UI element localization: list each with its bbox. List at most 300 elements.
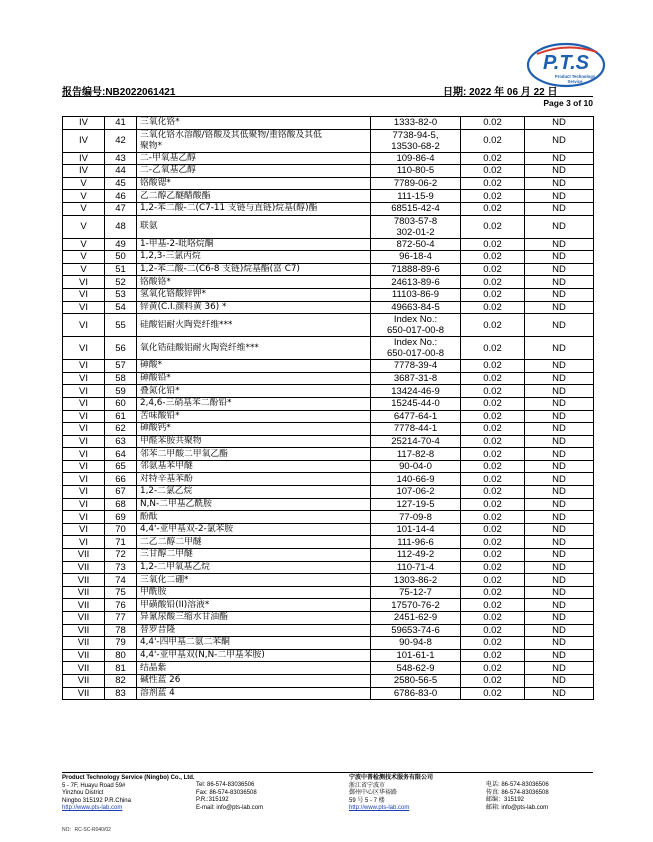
substance-name-cell: 1,2-二甲氧基乙烷 (137, 561, 371, 574)
category-cell: V (63, 251, 105, 264)
substance-name-cell: 三氧化二硼* (137, 574, 371, 587)
item-number-cell: 76 (105, 599, 137, 612)
footer-cn-postcode: 邮编：315192 (486, 797, 525, 804)
item-number-cell: 70 (105, 523, 137, 536)
cas-number-cell: 1333-82-0 (371, 117, 461, 130)
result-cell: ND (525, 586, 594, 599)
result-cell: ND (525, 662, 594, 675)
result-cell: ND (525, 263, 594, 276)
cas-number-cell: 117-82-8 (371, 448, 461, 461)
item-number-cell: 77 (105, 612, 137, 625)
result-cell: ND (525, 523, 594, 536)
limit-cell: 0.02 (461, 152, 525, 165)
cas-number-cell: 15245-44-0 (371, 397, 461, 410)
substance-name-cell: 4,4'-亚甲基双-2-氯苯胺 (137, 523, 371, 536)
cas-number-cell: 24613-89-6 (371, 276, 461, 289)
limit-cell: 0.02 (461, 360, 525, 373)
substance-name-cell: 氧化锆硅酸铝耐火陶瓷纤维*** (137, 337, 371, 360)
footer-cn-fax: 传真: 86-574-83036508 (486, 789, 549, 796)
table-row (63, 561, 594, 574)
table-row (63, 152, 594, 165)
footer-website-link[interactable]: http://www.pts-lab.com (62, 805, 123, 812)
item-number-cell: 78 (105, 624, 137, 637)
limit-cell: 0.02 (461, 301, 525, 314)
substance-name-cell: 联氨 (137, 215, 371, 238)
report-date: 日期: 2022 年 06 月 22 日 (443, 87, 558, 98)
substance-name-cell: 4,4'-四甲基二氨二苯酮 (137, 637, 371, 650)
limit-cell: 0.02 (461, 263, 525, 276)
result-cell: ND (525, 637, 594, 650)
limit-cell: 0.02 (461, 251, 525, 264)
item-number-cell: 81 (105, 662, 137, 675)
substance-name-cell: 砷酸* (137, 360, 371, 373)
footer-divider (62, 772, 593, 773)
footer-cn-tel: 电话: 86-574-83036506 (486, 782, 549, 788)
limit-cell: 0.02 (461, 599, 525, 612)
limit-cell: 0.02 (461, 276, 525, 289)
cas-number-cell: 11103-86-9 (371, 288, 461, 301)
cas-number-cell: 49663-84-5 (371, 301, 461, 314)
category-cell: VII (63, 574, 105, 587)
category-cell: V (63, 177, 105, 190)
category-cell: VI (63, 473, 105, 486)
cas-number-cell: Index No.: 650-017-00-8 (371, 314, 461, 337)
result-cell: ND (525, 276, 594, 289)
cas-number-cell: 96-18-4 (371, 251, 461, 264)
item-number-cell: 56 (105, 337, 137, 360)
result-cell: ND (525, 448, 594, 461)
category-cell: VII (63, 624, 105, 637)
table-row (63, 238, 594, 251)
result-cell: ND (525, 674, 594, 687)
result-cell: ND (525, 397, 594, 410)
result-cell: ND (525, 498, 594, 511)
item-number-cell: 52 (105, 276, 137, 289)
cas-number-cell: 110-71-4 (371, 561, 461, 574)
cas-number-cell: 872-50-4 (371, 238, 461, 251)
limit-cell: 0.02 (461, 549, 525, 562)
table-row (63, 288, 594, 301)
result-cell: ND (525, 301, 594, 314)
table-row (63, 385, 594, 398)
result-cell: ND (525, 561, 594, 574)
result-cell: ND (525, 486, 594, 499)
table-row (63, 536, 594, 549)
result-cell: ND (525, 410, 594, 423)
substance-name-cell: 1,2-苯二酸-二(C6-8 支链)烷基酯(富 C7) (137, 263, 371, 276)
category-cell: IV (63, 117, 105, 130)
footer-email: E-mail: info@pts-lab.com (196, 804, 264, 811)
limit-cell: 0.02 (461, 423, 525, 436)
cas-number-cell: Index No.: 650-017-00-8 (371, 337, 461, 360)
substance-name-cell: 叠氮化铅* (137, 385, 371, 398)
limit-cell: 0.02 (461, 460, 525, 473)
limit-cell: 0.02 (461, 649, 525, 662)
cas-number-cell: 7738-94-5, 13530-68-2 (371, 129, 461, 152)
cas-number-cell: 110-80-5 (371, 165, 461, 178)
cas-number-cell: 13424-46-9 (371, 385, 461, 398)
footer-tel: Tel: 86-574-83036506 (196, 782, 255, 788)
cas-number-cell: 90-94-8 (371, 637, 461, 650)
substance-name-cell: 替罗昔隆 (137, 624, 371, 637)
substance-name-cell: 1,2-二氯乙烷 (137, 486, 371, 499)
limit-cell: 0.02 (461, 511, 525, 524)
results-table (62, 116, 594, 700)
limit-cell: 0.02 (461, 561, 525, 574)
result-cell: ND (525, 385, 594, 398)
report-number: 报告编号:NB2022061421 (62, 87, 176, 98)
result-cell: ND (525, 687, 594, 700)
item-number-cell: 79 (105, 637, 137, 650)
item-number-cell: 72 (105, 549, 137, 562)
item-number-cell: 54 (105, 301, 137, 314)
item-number-cell: 73 (105, 561, 137, 574)
limit-cell: 0.02 (461, 117, 525, 130)
category-cell: VI (63, 448, 105, 461)
cas-number-cell: 109-86-4 (371, 152, 461, 165)
item-number-cell: 64 (105, 448, 137, 461)
item-number-cell: 58 (105, 372, 137, 385)
category-cell: VI (63, 423, 105, 436)
category-cell: VI (63, 301, 105, 314)
limit-cell: 0.02 (461, 372, 525, 385)
substance-name-cell: 三氧化铬水溶酸/铬酸及其低聚物/重铬酸及其低 聚物* (137, 129, 371, 152)
logo-tagline-1: Product Technology (554, 74, 596, 79)
limit-cell: 0.02 (461, 536, 525, 549)
table-row (63, 674, 594, 687)
cas-number-cell: 1303-86-2 (371, 574, 461, 587)
item-number-cell: 61 (105, 410, 137, 423)
cas-number-cell: 59653-74-6 (371, 624, 461, 637)
substance-name-cell: 1,2-苯二酸-二(C7-11 支链与直链)烷基(醇)酯 (137, 202, 371, 215)
item-number-cell: 74 (105, 574, 137, 587)
item-number-cell: 75 (105, 586, 137, 599)
result-cell: ND (525, 152, 594, 165)
substance-name-cell: 酚酞 (137, 511, 371, 524)
result-cell: ND (525, 251, 594, 264)
table-row (63, 624, 594, 637)
cas-number-cell: 75-12-7 (371, 586, 461, 599)
cas-number-cell: 68515-42-4 (371, 202, 461, 215)
result-cell: ND (525, 460, 594, 473)
footer-cn-address (349, 775, 433, 813)
results-table-body (63, 117, 594, 700)
item-number-cell: 47 (105, 202, 137, 215)
category-cell: VI (63, 276, 105, 289)
results-table-container (62, 116, 593, 700)
item-number-cell: 49 (105, 238, 137, 251)
footer-cn-address-line: 59 号 5 - 7 楼 (349, 797, 385, 804)
result-cell: ND (525, 511, 594, 524)
substance-name-cell: 二-甲氧基乙醇 (137, 152, 371, 165)
table-row (63, 129, 594, 152)
category-cell: V (63, 238, 105, 251)
category-cell: V (63, 202, 105, 215)
table-row (63, 314, 594, 337)
result-cell: ND (525, 549, 594, 562)
item-number-cell: 80 (105, 649, 137, 662)
table-row (63, 372, 594, 385)
substance-name-cell: 三甘醇二甲醚 (137, 549, 371, 562)
footer-postcode: P.R.:315192 (196, 797, 229, 804)
limit-cell: 0.02 (461, 129, 525, 152)
category-cell: VI (63, 523, 105, 536)
substance-name-cell: 邻苯二甲酸二甲氧乙酯 (137, 448, 371, 461)
result-cell: ND (525, 129, 594, 152)
category-cell: VII (63, 599, 105, 612)
table-row (63, 486, 594, 499)
result-cell: ND (525, 536, 594, 549)
item-number-cell: 67 (105, 486, 137, 499)
result-cell: ND (525, 624, 594, 637)
category-cell: VI (63, 511, 105, 524)
table-row (63, 263, 594, 276)
item-number-cell: 71 (105, 536, 137, 549)
category-cell: V (63, 263, 105, 276)
footer-address-line: Ningbo 315192 P.R.China (62, 797, 131, 804)
cas-number-cell: 7789-06-2 (371, 177, 461, 190)
cas-number-cell: 6786-83-0 (371, 687, 461, 700)
category-cell: VI (63, 498, 105, 511)
limit-cell: 0.02 (461, 473, 525, 486)
result-cell: ND (525, 238, 594, 251)
category-cell: VII (63, 662, 105, 675)
table-row (63, 511, 594, 524)
item-number-cell: 50 (105, 251, 137, 264)
table-row (63, 523, 594, 536)
category-cell: VI (63, 435, 105, 448)
result-cell: ND (525, 215, 594, 238)
category-cell: VII (63, 549, 105, 562)
cas-number-cell: 107-06-2 (371, 486, 461, 499)
limit-cell: 0.02 (461, 410, 525, 423)
result-cell: ND (525, 360, 594, 373)
category-cell: VI (63, 410, 105, 423)
table-row (63, 448, 594, 461)
item-number-cell: 53 (105, 288, 137, 301)
result-cell: ND (525, 423, 594, 436)
cas-number-cell: 71888-89-6 (371, 263, 461, 276)
cas-number-cell: 548-62-9 (371, 662, 461, 675)
substance-name-cell: 甲醛苯胺共聚物 (137, 435, 371, 448)
cas-number-cell: 17570-76-2 (371, 599, 461, 612)
category-cell: VI (63, 337, 105, 360)
table-row (63, 435, 594, 448)
substance-name-cell: 2,4,6-三硝基苯二酚铅* (137, 397, 371, 410)
category-cell: VII (63, 612, 105, 625)
limit-cell: 0.02 (461, 662, 525, 675)
category-cell: IV (63, 152, 105, 165)
table-row (63, 637, 594, 650)
category-cell: VI (63, 288, 105, 301)
table-row (63, 165, 594, 178)
limit-cell: 0.02 (461, 624, 525, 637)
item-number-cell: 46 (105, 190, 137, 203)
footer-address-line: 5 - 7F, Huayu Road 59# (62, 782, 126, 789)
substance-name-cell: 结晶紫 (137, 662, 371, 675)
substance-name-cell: 铬酸铬* (137, 276, 371, 289)
limit-cell: 0.02 (461, 385, 525, 398)
limit-cell: 0.02 (461, 177, 525, 190)
substance-name-cell: 氢氧化铬酸锌钾* (137, 288, 371, 301)
footer-cn-address-line: 鄞州中心区华裕路 (349, 790, 398, 797)
item-number-cell: 63 (105, 435, 137, 448)
item-number-cell: 55 (105, 314, 137, 337)
substance-name-cell: 甲酰胺 (137, 586, 371, 599)
table-row (63, 662, 594, 675)
category-cell: VII (63, 674, 105, 687)
footer-en-contact (196, 782, 263, 812)
limit-cell: 0.02 (461, 215, 525, 238)
table-row (63, 586, 594, 599)
item-number-cell: 51 (105, 263, 137, 276)
table-row (63, 190, 594, 203)
substance-name-cell: N,N-二甲基乙酰胺 (137, 498, 371, 511)
item-number-cell: 44 (105, 165, 137, 178)
document-control-number: NO：RC-SC-R040/02 (62, 827, 111, 833)
item-number-cell: 43 (105, 152, 137, 165)
cas-number-cell: 3687-31-8 (371, 372, 461, 385)
category-cell: VI (63, 360, 105, 373)
footer-cn-address-line: 浙江省宁波市 (349, 782, 386, 789)
item-number-cell: 69 (105, 511, 137, 524)
item-number-cell: 59 (105, 385, 137, 398)
category-cell: VII (63, 586, 105, 599)
result-cell: ND (525, 649, 594, 662)
substance-name-cell: 砷酸钙* (137, 423, 371, 436)
result-cell: ND (525, 202, 594, 215)
substance-name-cell: 邻氨基苯甲醚 (137, 460, 371, 473)
limit-cell: 0.02 (461, 435, 525, 448)
substance-name-cell: 二-乙氧基乙醇 (137, 165, 371, 178)
limit-cell: 0.02 (461, 674, 525, 687)
table-row (63, 360, 594, 373)
table-row (63, 599, 594, 612)
result-cell: ND (525, 165, 594, 178)
category-cell: IV (63, 165, 105, 178)
footer-company-cn: 宁波中普检测技术服务有限公司 (349, 775, 434, 781)
limit-cell: 0.02 (461, 574, 525, 587)
cas-number-cell: 2580-56-5 (371, 674, 461, 687)
substance-name-cell: 砷酸铅* (137, 372, 371, 385)
limit-cell: 0.02 (461, 586, 525, 599)
result-cell: ND (525, 473, 594, 486)
category-cell: VI (63, 314, 105, 337)
result-cell: ND (525, 612, 594, 625)
limit-cell: 0.02 (461, 238, 525, 251)
table-row (63, 202, 594, 215)
category-cell: VI (63, 397, 105, 410)
table-row (63, 177, 594, 190)
result-cell: ND (525, 288, 594, 301)
result-cell: ND (525, 314, 594, 337)
footer-cn-email: 邮箱: info@pts-lab.com (486, 804, 549, 811)
item-number-cell: 41 (105, 117, 137, 130)
limit-cell: 0.02 (461, 637, 525, 650)
category-cell: VI (63, 372, 105, 385)
footer-cn-contact (486, 782, 549, 812)
logo-text: P.T.S (543, 52, 589, 74)
item-number-cell: 62 (105, 423, 137, 436)
item-number-cell: 45 (105, 177, 137, 190)
category-cell: VI (63, 385, 105, 398)
cas-number-cell: 127-19-5 (371, 498, 461, 511)
result-cell: ND (525, 574, 594, 587)
item-number-cell: 48 (105, 215, 137, 238)
cas-number-cell: 7778-44-1 (371, 423, 461, 436)
category-cell: VII (63, 687, 105, 700)
limit-cell: 0.02 (461, 523, 525, 536)
footer-company-en: Product Technology Service (Ningbo) Co., Ltd. (62, 775, 195, 781)
table-row (63, 612, 594, 625)
table-row (63, 549, 594, 562)
cas-number-cell: 101-61-1 (371, 649, 461, 662)
cas-number-cell: 111-15-9 (371, 190, 461, 203)
category-cell: V (63, 190, 105, 203)
limit-cell: 0.02 (461, 337, 525, 360)
limit-cell: 0.02 (461, 314, 525, 337)
table-row (63, 649, 594, 662)
substance-name-cell: 异氰尿酸三缩水甘油酯 (137, 612, 371, 625)
cas-number-cell: 111-96-6 (371, 536, 461, 549)
substance-name-cell: 1,2,3-三氯丙烷 (137, 251, 371, 264)
table-row (63, 460, 594, 473)
substance-name-cell: 铬酸锶* (137, 177, 371, 190)
cas-number-cell: 112-49-2 (371, 549, 461, 562)
cas-number-cell: 25214-70-4 (371, 435, 461, 448)
limit-cell: 0.02 (461, 397, 525, 410)
category-cell: VI (63, 460, 105, 473)
category-cell: V (63, 215, 105, 238)
substance-name-cell: 碱性蓝 26 (137, 674, 371, 687)
cas-number-cell: 140-66-9 (371, 473, 461, 486)
result-cell: ND (525, 190, 594, 203)
cas-number-cell: 90-04-0 (371, 460, 461, 473)
table-row (63, 473, 594, 486)
item-number-cell: 66 (105, 473, 137, 486)
substance-name-cell: 甲磺酸铅(II)溶液* (137, 599, 371, 612)
category-cell: VII (63, 637, 105, 650)
page-number: Page 3 of 10 (543, 98, 593, 108)
footer-en-address (62, 775, 195, 813)
table-row (63, 687, 594, 700)
item-number-cell: 65 (105, 460, 137, 473)
limit-cell: 0.02 (461, 448, 525, 461)
substance-name-cell: 1-甲基-2-吡咯烷酮 (137, 238, 371, 251)
table-row (63, 215, 594, 238)
substance-name-cell: 溶剂蓝 4 (137, 687, 371, 700)
item-number-cell: 42 (105, 129, 137, 152)
substance-name-cell: 乙二醇乙醚醋酸酯 (137, 190, 371, 203)
item-number-cell: 83 (105, 687, 137, 700)
result-cell: ND (525, 372, 594, 385)
table-row (63, 498, 594, 511)
logo-tagline-2: Service (567, 79, 583, 84)
limit-cell: 0.02 (461, 165, 525, 178)
table-row (63, 423, 594, 436)
result-cell: ND (525, 337, 594, 360)
cas-number-cell: 77-09-8 (371, 511, 461, 524)
category-cell: VI (63, 486, 105, 499)
category-cell: VII (63, 649, 105, 662)
limit-cell: 0.02 (461, 288, 525, 301)
category-cell: IV (63, 129, 105, 152)
limit-cell: 0.02 (461, 498, 525, 511)
footer-cn-website-link[interactable]: http://www.pts-lab.com (349, 805, 410, 812)
table-row (63, 251, 594, 264)
category-cell: VI (63, 536, 105, 549)
cas-number-cell: 101-14-4 (371, 523, 461, 536)
